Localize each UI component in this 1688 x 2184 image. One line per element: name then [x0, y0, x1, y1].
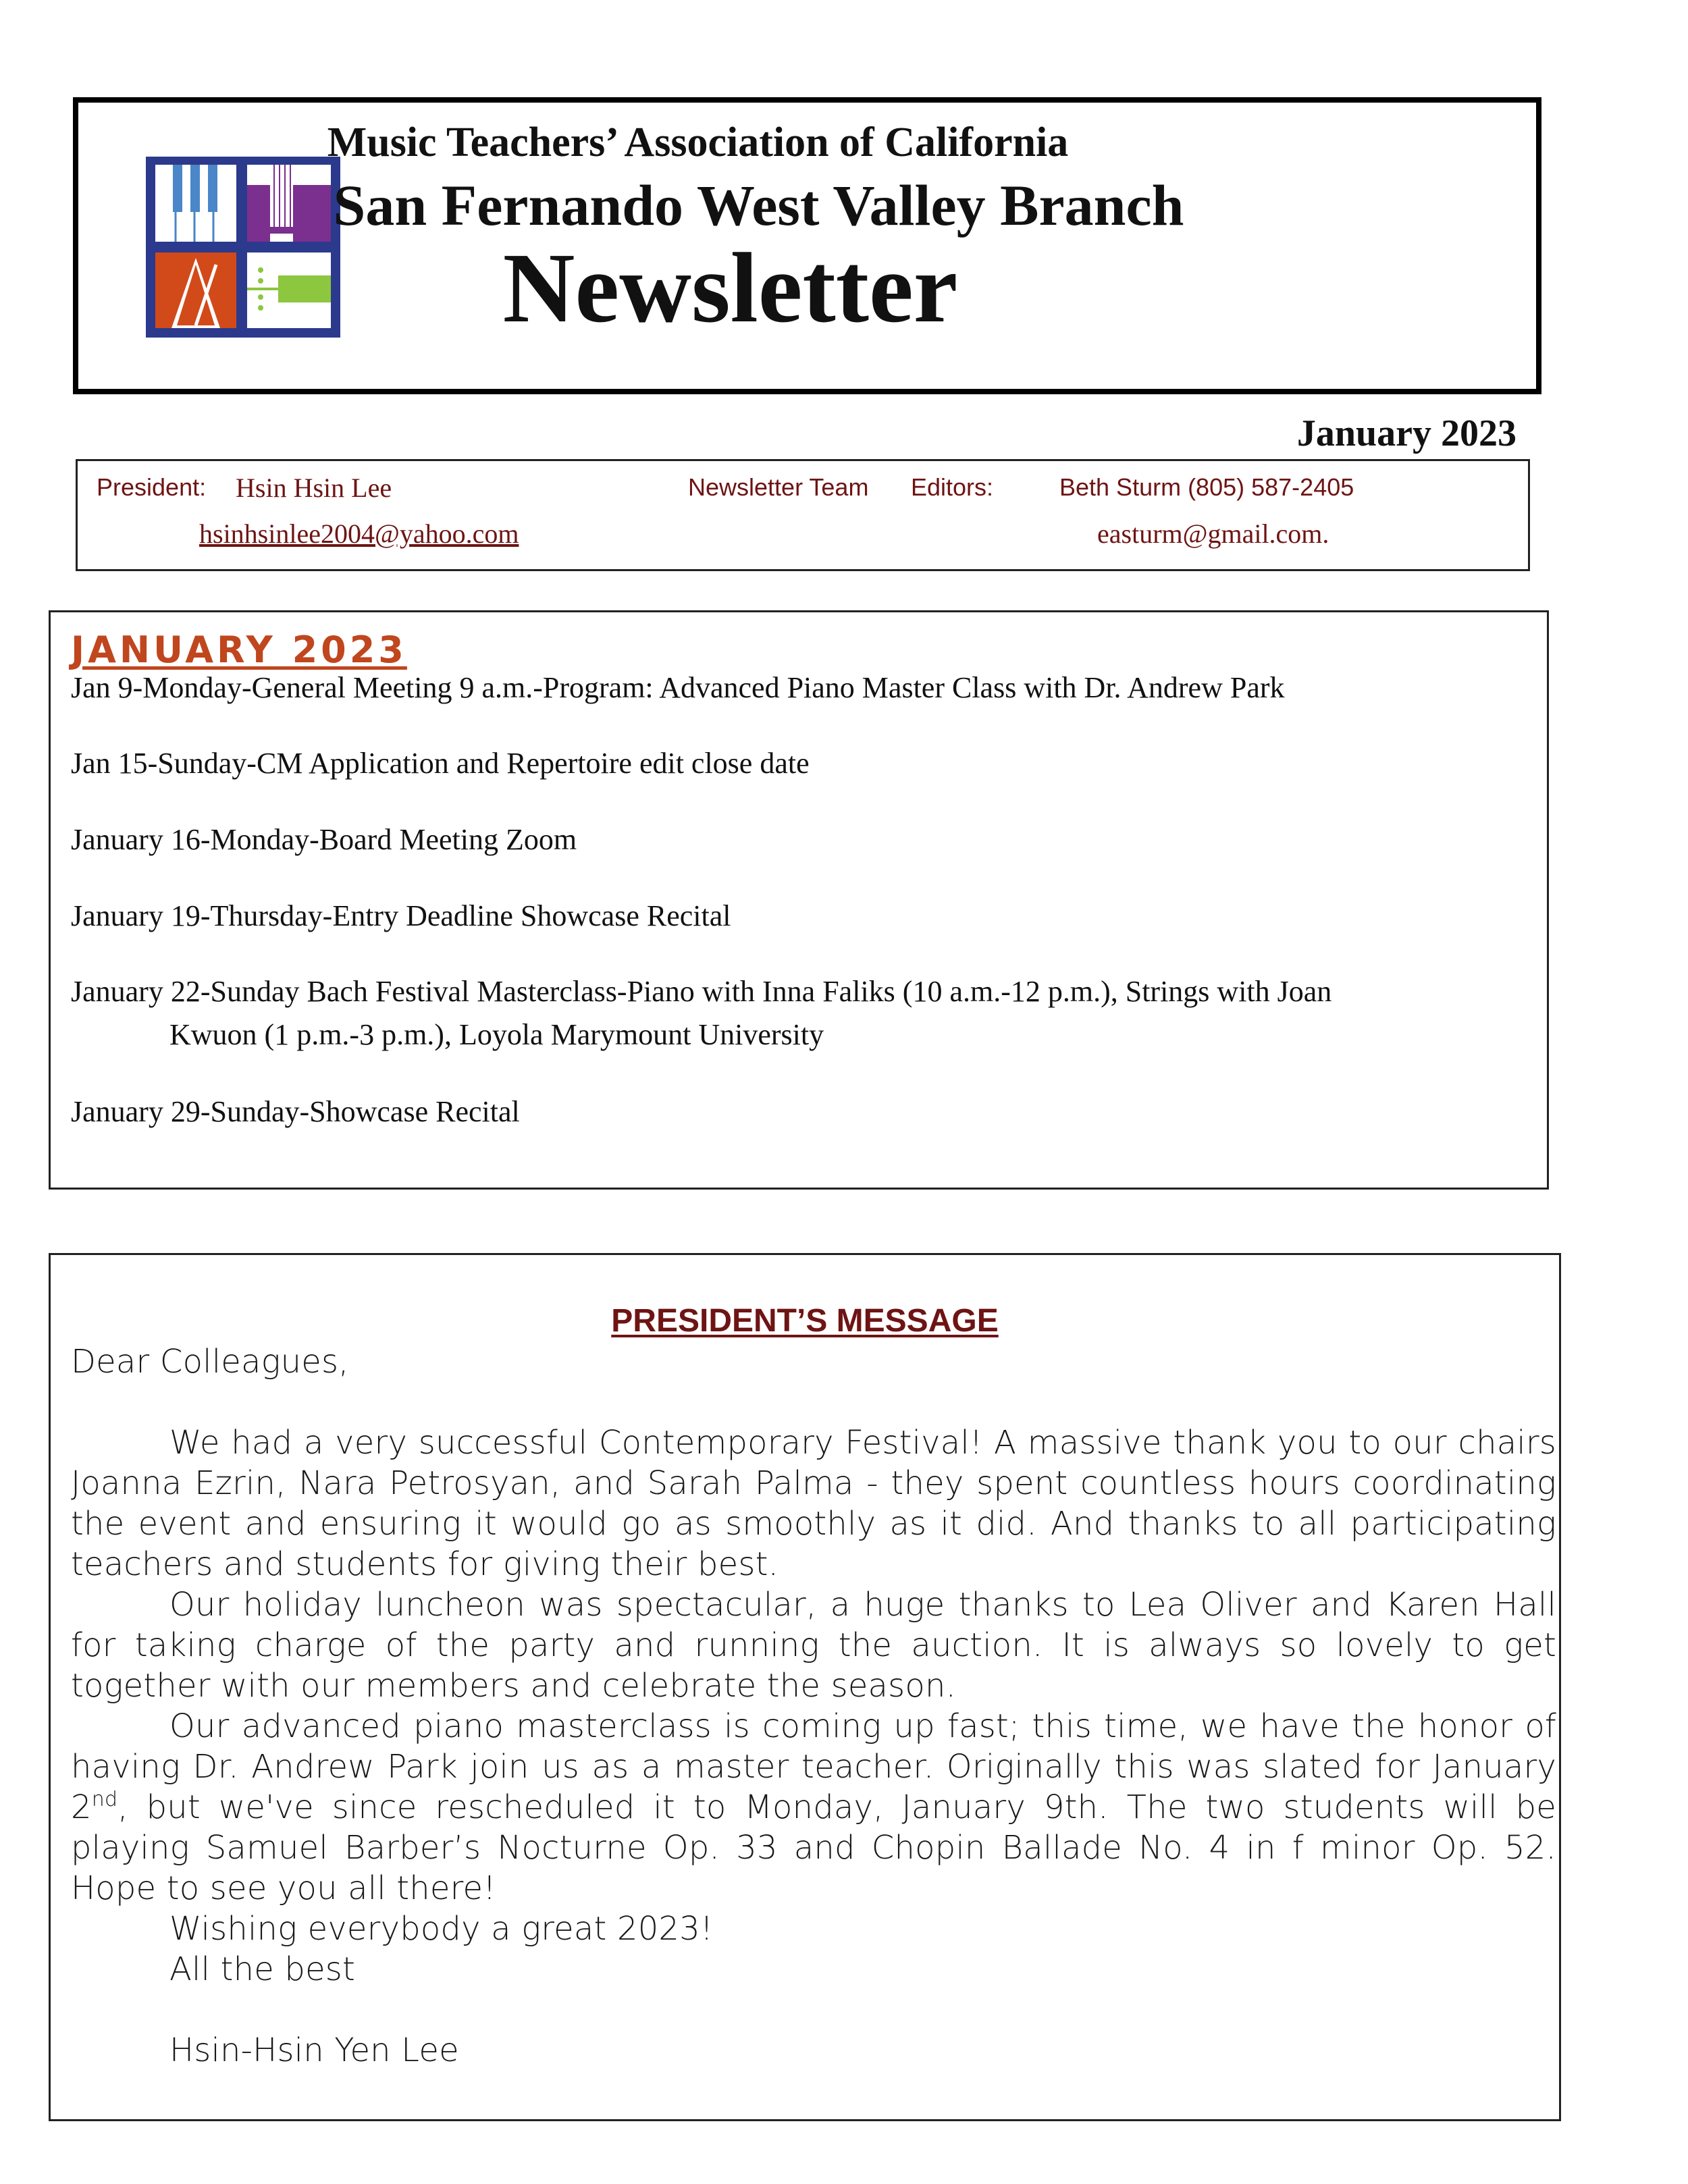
president-email-link[interactable]: hsinhsinlee2004@yahoo.com [199, 518, 519, 549]
association-name: Music Teachers’ Association of California [327, 119, 1069, 165]
calendar-event [71, 895, 1523, 938]
event-text: Jan 15-Sunday-CM Application and Repertoire edit close date [71, 747, 810, 780]
wishes: Wishing everybody a great 2023! [169, 1910, 714, 1948]
president-label: President: [97, 473, 207, 501]
signature: Hsin-Hsin Yen Lee [169, 2031, 459, 2069]
calendar-event [71, 666, 1523, 710]
closing: All the best [169, 1950, 356, 1988]
event-text: January 29-Sunday-Showcase Recital [71, 1095, 520, 1128]
editor-name-phone: Beth Sturm (805) 587-2405 [1059, 473, 1354, 501]
paragraph-text: Our advanced piano masterclass is coming up fast; this time, we have the honor of having Dr. Andrew Park join us as a master teacher. Originally this was slated for January 2 [71, 1707, 1556, 1826]
calendar-box [49, 610, 1549, 1190]
calendar-event [71, 742, 1523, 785]
paragraph-text: , but we've since rescheduled it to Monday, January 9th. The two students will be playing Samuel Barber’s Nocturne Op. 33 and Chopin Ballade No. 4 in f minor Op. 52. Hope to see you all there! [71, 1788, 1556, 1907]
calendar-heading: JANUARY 2023 [71, 629, 407, 671]
president-message-body [71, 1341, 1556, 2071]
president-name: Hsin Hsin Lee [236, 473, 392, 503]
message-paragraph [71, 1706, 1556, 1909]
event-continuation: Kwuon (1 p.m.-3 p.m.), Loyola Marymount University [169, 1018, 824, 1051]
event-text: January 19-Thursday-Entry Deadline Showcase Recital [71, 899, 731, 932]
event-text: Jan 9-Monday-General Meeting 9 a.m.-Program: Advanced Piano Master Class with Dr. Andrew Park [71, 671, 1285, 704]
editor-email[interactable]: easturm@gmail.com. [1097, 518, 1329, 549]
message-paragraph: We had a very successful Contemporary Festival! A massive thank you to our chairs Joanna Ezrin, Nara Petrosyan, and Sarah Palma - they spent countless hours coordinating the event and ensuring it would go as smoothly as it did. And thanks to all participating teachers and students for giving their best. [71, 1424, 1556, 1583]
calendar-event [71, 1090, 1523, 1134]
newsletter-team-label: Newsletter Team [688, 473, 869, 501]
ordinal-suffix: nd [91, 1788, 118, 1811]
editors-label: Editors: [911, 473, 994, 501]
event-text: January 22-Sunday Bach Festival Masterclass-Piano with Inna Faliks (10 a.m.-12 p.m.), Strings with Joan [71, 975, 1332, 1008]
salutation: Dear Colleagues, [71, 1343, 349, 1381]
masthead [73, 97, 1541, 394]
president-message-box [49, 1253, 1561, 2121]
branch-name: San Fernando West Valley Branch [333, 173, 1184, 238]
event-text: January 16-Monday-Board Meeting Zoom [71, 823, 577, 856]
contacts-box [76, 459, 1530, 571]
message-paragraph: Our holiday luncheon was spectacular, a huge thanks to Lea Oliver and Karen Hall for taking charge of the party and running the auction. It is always so lovely to get together with our members and celebrate the season. [71, 1586, 1556, 1705]
calendar-event [71, 970, 1523, 1057]
issue-date: January 2023 [1296, 412, 1516, 454]
president-message-heading: PRESIDENT’S MESSAGE [611, 1303, 999, 1339]
calendar-event [71, 818, 1523, 861]
newsletter-title: Newsletter [502, 233, 958, 344]
